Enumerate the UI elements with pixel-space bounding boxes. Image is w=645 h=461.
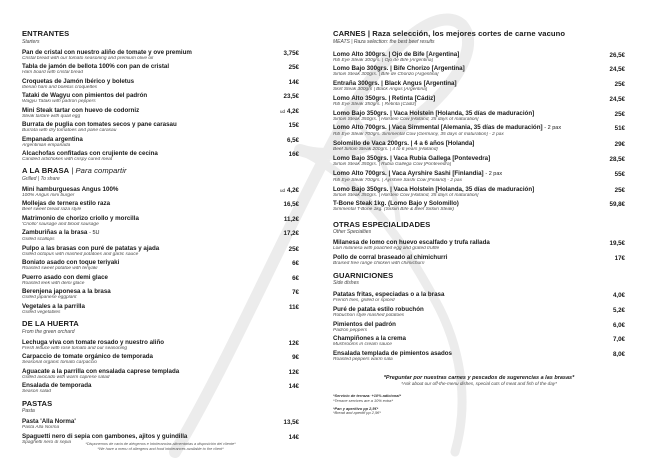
item-name-text: Patatas fritas, especiadas o a la brasa [333,291,445,299]
item-price: 23,5€ [283,93,299,100]
item-translation: Beef Sirloin Steak 200grs. | 4 to 6 years [Holland] [333,147,438,153]
item-name [22,215,269,222]
item-name [333,155,595,162]
item-name-text: Matrimonio de chorizo criollo y morcilla [22,214,139,222]
item-name-text: Zamburiñas a la brasa [22,229,88,237]
item-price: 4,2€ [286,186,299,194]
item-price: 13,5€ [283,419,299,427]
item-price: 7,0€ [612,336,625,344]
promo-en: *Ask about our off-the-menu dishes, special cuts of meat and fish of the day* [401,381,557,387]
item-name-text: Tabla de jamón de bellota 100% con pan de cristal [22,63,170,70]
item-price: 25€ [614,81,625,89]
item-name [22,339,269,346]
item-name [333,306,595,313]
item-translation: Rib Eye Steak 350grs. | Retinta [Cádiz] [333,101,417,107]
item-translation: Rib Eye Steak 700grs. | Ayrshire Sashi Cow [Finland] - 2 pax [333,177,463,183]
item-price: 17,2€ [283,230,299,238]
section-guarniciones [333,272,625,363]
item-name [333,200,595,207]
item-name [333,239,595,246]
menu-list [333,51,625,213]
item-name-text: Ensalada templada de pimientos asados [333,350,452,358]
menu-item [333,291,625,303]
item-translation: 'Criollo' sausage and blood sausage [22,221,99,227]
item-name [333,170,595,178]
item-price-wrap [284,230,299,237]
item-name [333,110,595,117]
item-price-wrap [615,187,625,194]
section-title-row [22,167,299,176]
menu-item [333,170,625,183]
item-price: 14€ [288,78,299,86]
item-price-wrap [613,351,625,358]
item-translation: Fresh lettuce with rosé tomato and our seasoning [22,345,128,351]
item-translation: Grilled vegetables [22,309,61,315]
item-translation: Candied artichokes with crispy cured meat [22,157,113,162]
item-translation: Padrón peppers [333,327,368,333]
item-name-text: Mini Steak tartar con huevo de codorniz [22,106,140,114]
section-title: A LA BRASA [22,166,69,176]
menu-item [333,155,625,167]
item-price-wrap [613,307,625,314]
item-price-wrap [613,322,625,329]
item-price-wrap [284,201,299,208]
item-price-wrap [284,50,299,57]
menu-item [22,186,299,198]
promo-note [333,375,625,387]
menu-item [333,254,625,266]
item-translation: Grilled japanese eggplant [22,295,77,301]
item-translation: Grilled octopus with mashed potatoes and garlic sauce [22,251,139,257]
item-name [22,303,269,310]
item-name-text: Mini hamburguesas Angus 100% [22,185,119,193]
item-price-wrap [615,141,625,148]
item-translation: Sirloin Steak 300grs. | Bife de Chorizo [Argentina] [333,72,439,78]
item-translation: Roasted sweet potatoe with teriyaki [22,266,98,272]
menu-item [333,110,625,122]
menu-item [333,200,625,212]
item-name [333,80,595,87]
item-price-wrap [289,369,299,376]
item-name-text: Champiñones a la crema [333,335,406,343]
item-price-wrap [610,52,625,59]
item-price: 12€ [288,339,299,347]
item-name-text: Lomo Alto 300grs. | Ojo de Bife [Argentina] [333,50,460,58]
item-name-text: Pollo de corral braseado al chimichurri [333,254,448,262]
item-name-text: T-Bone Steak 1kg. (Lomo Bajo y Solomillo) [333,200,459,208]
item-price: 29€ [614,141,625,149]
item-price-wrap [610,156,625,163]
item-translation: 100% Angus mini burger [22,192,75,198]
item-name [333,321,595,328]
item-translation: Roasted peppers warm sala [333,357,393,363]
section-title: PASTAS [22,398,53,408]
item-name-text: Lomo Bajo 350grs. | Vaca Holstein [Holanda, 35 días de maduración] [333,185,535,193]
item-unit: ud [279,187,285,193]
item-price: 5,2€ [612,306,625,314]
promo-es: *Preguntar por nuestras carnes y pescados de sugerencias a las brasas* [383,374,575,381]
item-translation: Robuchon style mashed potatoes [333,312,405,318]
menu-list [333,239,625,266]
item-price: 16€ [288,151,299,158]
item-note: - 2 pax [544,125,562,132]
menu-item [22,150,299,162]
section-subtitle: Starters [22,38,40,45]
item-name-text: Empanada argentina [22,135,83,143]
item-price-wrap [615,81,625,88]
item-price-wrap [280,187,299,194]
item-name-text: Lomo Alto 700grs. | Vaca Simmental [Alemania, 35 días de maduración] [333,124,543,132]
item-translation: Pasta Alla Norma [22,425,60,431]
section-subtitle: Pasta [22,408,35,415]
menu-item [333,321,625,333]
menu-item [22,274,299,286]
item-translation: Cristal bread with our tomato seasoning and premium olive oil [22,55,154,61]
item-price: 3,75€ [283,49,299,57]
item-price: 25€ [614,110,625,118]
item-price-wrap [613,292,625,299]
item-price: 25€ [288,64,299,71]
section-huerta [22,320,299,394]
item-name [22,200,269,207]
item-name [333,335,595,342]
section-subtitle: MEATS | Raza selection: the best beef results [333,38,435,45]
section-pastas [22,400,299,445]
item-translation: Rib Eye Steak 300grs. | Ojo de Bife [Argentina] [333,57,433,63]
item-translation: Simmental T-Bone 1kg. (Sirloin Bife & Beef Sirloin Steak) [333,207,455,213]
menu-item [333,335,625,347]
item-price: 6€ [292,260,299,268]
section-title: GUARNICIONES [333,270,394,280]
item-name-text: Alcachofas confitadas con crujiente de cecina [22,150,158,157]
menu-item [333,124,625,137]
item-price-wrap [615,171,625,178]
item-translation: Seasonal organic tomato carpaccio [22,360,97,366]
item-name [333,140,595,147]
item-price-wrap [289,246,299,253]
item-name [22,245,269,252]
item-name [22,136,269,143]
menu-item [22,121,299,133]
item-translation: Spaghetti nero di sepia [22,439,72,445]
menu-item [333,80,625,92]
item-price: 12€ [288,368,299,376]
item-price: 24,5€ [609,66,625,74]
item-name-text: Pasta 'Alla Norma' [22,418,76,426]
left-page [22,30,299,447]
terrace-note-es: *Servicio de terraza: +10% adicional* [333,393,402,399]
item-note: - 2 pax [485,170,503,177]
item-name [22,92,269,99]
menu-item [22,245,299,257]
item-translation: Skirt Steak 300grs | Black Angus [Argentina] [333,87,428,93]
item-price-wrap [284,93,299,100]
item-price: 14€ [288,433,299,441]
item-name-text: Lomo Alto 700grs. | Vaca Ayrshire Sashi [Finlandia] [333,169,484,177]
item-price: 6,0€ [612,321,625,329]
item-price-wrap [287,137,299,144]
item-translation: Mushrooms in cream sauce [333,342,392,348]
section-title: CARNES | Raza selección, los mejores cortes de carne vacuno [333,29,566,38]
item-price-wrap [615,125,625,132]
section-subtitle: Side dishes [333,280,359,287]
item-price-wrap [292,289,299,296]
item-price-wrap [284,216,299,223]
item-price-wrap [615,255,625,262]
item-name [333,124,595,132]
item-name-text: Boniato asado con toque teriyaki [22,259,120,267]
menu-list [333,291,625,363]
menu-list [22,49,299,163]
item-price: 11,2€ [283,215,299,223]
menu-item [22,418,299,430]
item-name-text: Puerro asado con demi glace [22,273,108,281]
item-name [22,274,269,281]
item-name [333,65,595,72]
menu-item [22,339,299,351]
section-otras [333,221,625,267]
item-name-text: Entraña 300grs. | Black Angus [Argentina] [333,80,457,88]
item-name-text: Pimientos del padrón [333,320,396,328]
menu-item [22,78,299,90]
item-price: 16,5€ [283,201,299,209]
item-price-wrap [289,383,299,390]
section-subtitle: Other Specialties [333,229,372,236]
item-price: 14€ [288,383,299,391]
menu-item [22,353,299,365]
menu-item [22,259,299,271]
bread-note-es: *Pan y aperitivo pp 2,5€* [333,405,379,411]
item-translation: Argentinian empanada [22,142,71,148]
item-price-wrap [610,201,625,208]
item-price: 51€ [614,125,625,133]
menu-item [333,186,625,198]
item-translation: Loin milanesa with poached egg and grated truffle [333,246,440,252]
item-price: 6€ [292,274,299,282]
item-name-text: Lomo Alto 350grs. | Retinta [Cádiz] [333,94,436,102]
section-title-sub: | Para compartir [71,166,127,176]
section-title: OTRAS ESPECIALIDADES [333,219,431,229]
menu-item [22,303,299,315]
item-price-wrap [615,111,625,118]
item-name-text: Lomo Bajo 350grs. | Vaca Holstein [Holanda, 35 días de maduración] [333,109,535,117]
item-translation: Steak tartare with quail egg [22,113,81,119]
item-price-wrap [610,96,625,103]
bread-note-en: *Bread and aperitif pp 2,5€* [333,410,381,416]
item-price: 6,5€ [286,136,299,144]
item-name-text: Carpaccio de tomate orgánico de temporada [22,353,154,361]
item-price: 15€ [288,122,299,129]
item-name [22,353,269,360]
menu-item [333,51,625,63]
item-name-text: Croquetas de Jamón Ibérico y boletus [22,77,135,85]
item-name [22,121,269,128]
item-price-wrap [292,260,299,267]
item-name [22,63,269,70]
menu-item [22,382,299,394]
section-brasa [22,167,299,315]
item-name [22,418,269,425]
item-price-wrap [289,151,299,158]
menu-list [22,339,299,395]
item-price: 25€ [288,245,299,253]
menu-item [22,107,299,119]
allergen-footnote [22,439,299,451]
item-unit: ud [279,108,285,114]
service-notes [333,394,625,415]
menu-item [22,288,299,300]
section-title: DE LA HUERTA [22,319,79,329]
item-name [22,49,269,56]
item-name [22,150,269,157]
item-name-text: Ensalada de temporada [22,382,92,390]
item-name [22,433,269,440]
menu-item [22,229,299,242]
section-title: ENTRANTES [22,29,70,38]
item-name [333,186,595,193]
item-name [333,95,595,102]
item-translation: Braised free range chicken with chimichurri [333,261,425,267]
item-price: 25€ [614,186,625,194]
item-price: 59,8€ [609,201,625,209]
item-price: 9€ [292,354,299,362]
item-note: - 5U [89,230,100,237]
menu-item [333,306,625,318]
item-name [333,291,595,298]
item-price-wrap [292,354,299,361]
footnote-es: *Disponemos de carta de alérgenos e Intolerancias alimentarias a disposición del cliente* [85,442,236,446]
item-name [333,254,595,261]
item-price-wrap [289,340,299,347]
item-price-wrap [289,122,299,129]
menu-item [22,49,299,61]
item-name [333,51,595,58]
item-translation: Roasted leek with demi glace [22,280,85,286]
section-entrantes [22,30,299,162]
menu-item [333,140,625,152]
item-name [22,259,269,266]
item-name [333,350,595,357]
item-name-text: Puré de patata estilo robuchón [333,305,424,313]
item-name [22,186,269,193]
menu-item [22,215,299,227]
item-name [22,382,269,389]
item-translation: Sirloin Steak 350grs. | Holstein Cow [Holland, 35 days of maturation] [333,116,479,122]
menu-item [22,136,299,148]
item-name [22,78,269,85]
menu-item [333,65,625,77]
item-translation: Beef sweet bread raza style [22,207,82,213]
menu-item [333,239,625,251]
menu-item [333,95,625,107]
item-price: 4,0€ [612,292,625,300]
item-translation: French fries, grilled or spiced [333,298,395,304]
item-price-wrap [289,304,299,311]
item-price: 17€ [614,255,625,263]
menu-item [333,350,625,362]
item-name-text: Milanesa de lomo con huevo escalfado y trufa rallada [333,239,490,247]
item-name-text: Berenjena japonesa a la brasa [22,288,111,296]
item-price-wrap [610,66,625,73]
menu-item [22,92,299,104]
item-name-text: Aguacate a la parrilla con ensalada caprese templada [22,367,180,375]
item-name [22,107,269,114]
item-price: 28,5€ [609,156,625,164]
item-name-text: Vegetales a la parrilla [22,302,85,310]
item-price-wrap [280,108,299,115]
item-price: 8,0€ [612,351,625,359]
item-price-wrap [613,336,625,343]
item-translation: Burrata with dry tomatoes and pane carasau [22,128,117,133]
item-price-wrap [610,240,625,247]
item-translation: Iberian ham and boletus croquettes [22,84,98,90]
item-name-text: Burrata de puglia con tomates secos y pane carasau [22,121,177,128]
section-subtitle: From the green orchard [22,328,75,335]
item-name [22,288,269,295]
item-name-text: Pan de cristal con nuestro aliño de tomate y ove premium [22,48,192,56]
footnote-en: *We have a menu of allergens and food intolerances available to the client* [97,446,224,451]
item-translation: Wagyu Tataki with padron peppers [22,99,96,104]
item-price: 4,2€ [286,107,299,115]
item-price-wrap [292,275,299,282]
item-translation: Sirloin Steak 350grs. | Holstein Cow [Holland, 35 days of maturation] [333,192,479,198]
item-name-text: Solomillo de Vaca 200grs. | 4 a 6 años [Holanda] [333,140,475,148]
item-translation: Rib Eye Steak 700grs. Simmental Cow [Germany, 35 days of maturation] - 2 pax [333,132,504,138]
item-price-wrap [289,64,299,71]
item-name-text: Mollejas de ternera estilo raza [22,200,111,208]
item-name [22,229,269,237]
section-carnes [333,30,625,213]
menu-item [22,368,299,380]
item-price: 7€ [292,289,299,297]
item-name-text: Lomo Bajo 300grs. | Bife Chorizo [Argentina] [333,65,465,73]
item-price-wrap [284,419,299,426]
item-price: 19,5€ [609,240,625,248]
item-price-wrap [289,434,299,441]
item-price: 24,5€ [609,95,625,103]
item-translation: Season salad [22,389,52,395]
item-translation: Ham board with cristal bread [22,70,84,75]
item-price: 11€ [289,303,299,311]
item-name-text: Tataki de Wagyu con pimientos del padrón [22,92,148,99]
right-page [333,30,625,416]
item-name-text: Pulpo a las brasas con puré de patatas y ajada [22,244,160,252]
item-price-wrap [289,79,299,86]
item-translation: Grilled scallops [22,237,55,243]
item-price: 26,5€ [609,51,625,59]
item-name-text: Lechuga viva con tomate rosado y nuestro aliño [22,338,165,346]
menu-list [22,186,299,315]
item-translation: Sirloin Steak 350grs. | Rubia Gallega Cow [Pontevedra] [333,162,452,168]
terrace-note-en: *Terrace services are a 10% extra* [333,398,393,404]
item-name-text: Lomo Bajo 350grs. | Vaca Rubia Gallega [Pontevedra] [333,155,491,163]
menu-item [22,200,299,212]
section-subtitle: Grilled | To share [22,175,60,182]
item-name-text: Spaguetti nero di sepia con gambones, ajitos y guindilla [22,432,188,440]
menu-item [22,63,299,75]
item-name [22,368,269,375]
item-price: 55€ [614,170,625,178]
item-translation: Grilled avocado with warm caprese salad [22,374,110,380]
